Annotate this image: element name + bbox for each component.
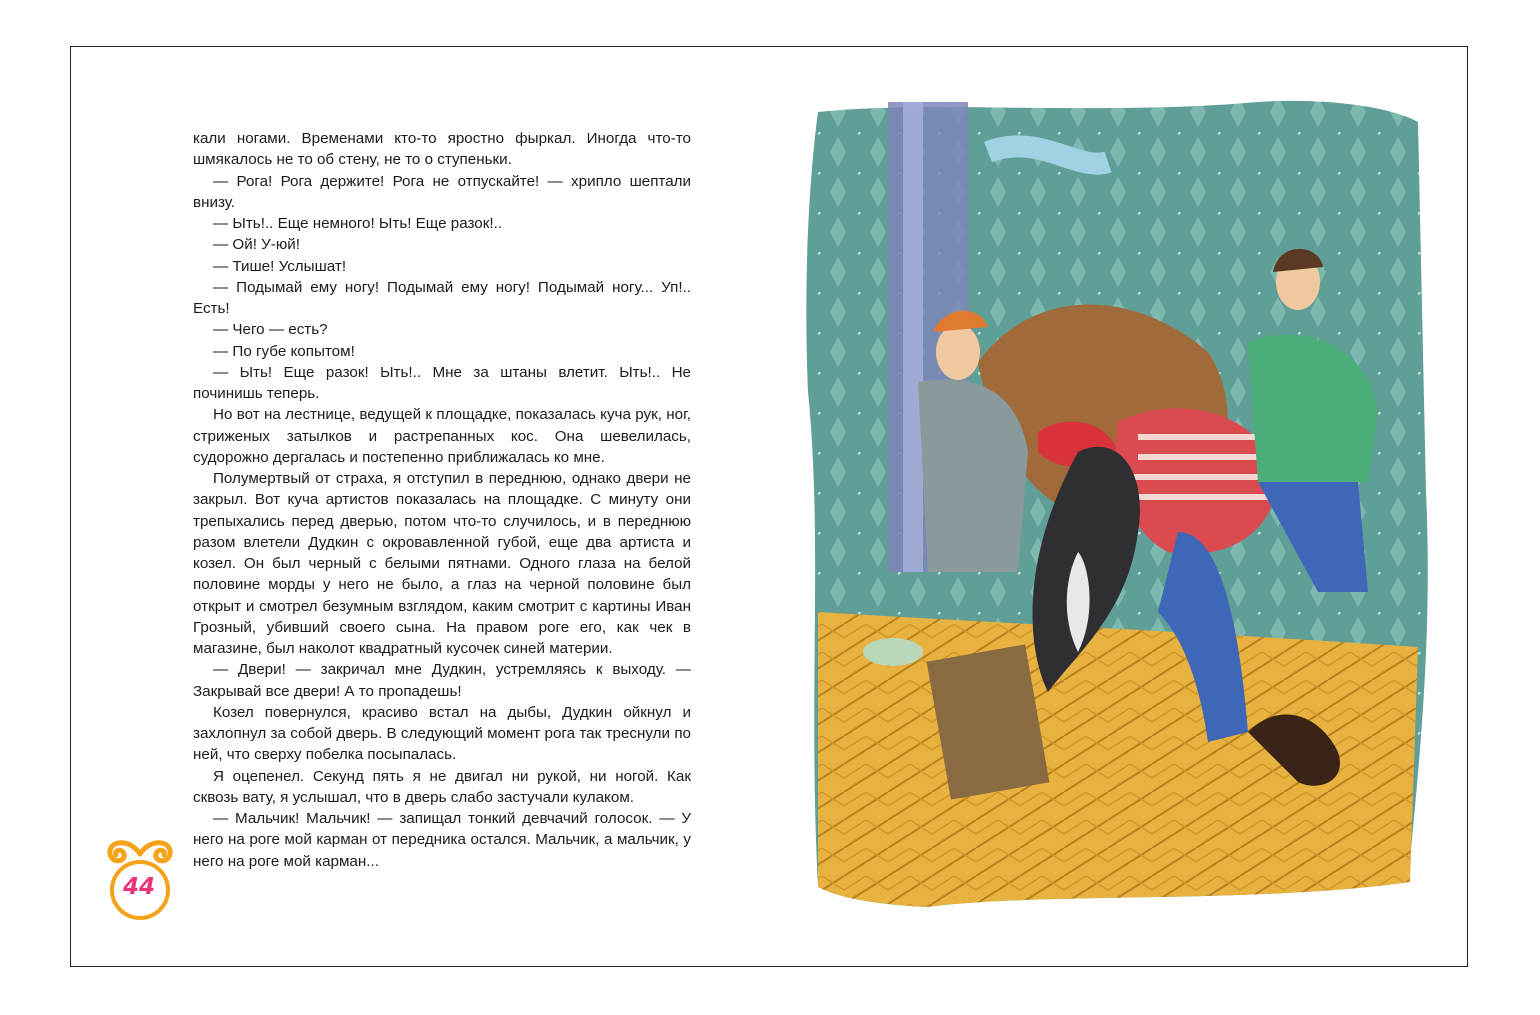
paragraph: — По губе копытом!	[213, 342, 355, 360]
paragraph: — Ыть! Еще разок! Ыть!.. Мне за штаны влетит. Ыть!.. Не починишь теперь.	[193, 363, 691, 402]
paragraph: кали ногами. Временами кто-то яростно фыркал. Иногда что-то шмякалось не то об стену, не то о ступеньки.	[193, 130, 691, 169]
paragraph: Полумертвый от страха, я отступил в переднюю, однако двери не закрыл. Вот куча артистов показалась на площадке. С минуту они трепыхались перед дверью, потом что-то случилось, и в переднюю разом влетели Дудкин с окровавленной губой, еще два артиста и козел. Он был черный с белыми пятнами. Одного глаза на белой половине морды у него не было, а глаз на черной половине был открыт и смотрел безумным взглядом, каким смотрит с картины Иван Грозный, убивший своего сына. На правом роге его, как чек в магазине, был наколот квадратный кусочек синей материи.	[193, 470, 691, 657]
paragraph: — Рога! Рога держите! Рога не отпускайте! — хрипло шептали внизу.	[193, 172, 691, 211]
paragraph: — Двери! — закричал мне Дудкин, устремляясь к выходу. — Закрывай все двери! А то пропадешь!	[193, 661, 691, 700]
paragraph: — Ыть!.. Еще немного! Ыть! Еще разок!..	[213, 215, 503, 232]
paragraph: — Тише! Услышат!	[213, 257, 347, 275]
paragraph: Я оцепенел. Секунд пять я не двигал ни рукой, ни ногой. Как сквозь вату, я услышал, что в дверь слабо застучали кулаком.	[193, 767, 691, 806]
page-number: 44	[122, 874, 155, 900]
story-text	[193, 128, 691, 872]
paragraph: — Чего — есть?	[213, 321, 328, 339]
paragraph: — Мальчик! Мальчик! — запищал тонкий девчачий голосок. — У него на роге мой карман от передника остался. Мальчик, а мальчик, у него на роге мой карман...	[193, 810, 691, 870]
boys-wrestling-goat-illustration	[778, 92, 1440, 912]
paragraph: Козел повернулся, красиво встал на дыбы, Дудкин ойкнул и захлопнул за собой дверь. В следующий момент рога так треснули по ней, что сверху побелка посыпалась.	[193, 703, 691, 764]
paragraph: — Ой! У-юй!	[213, 236, 300, 254]
paragraph: Но вот на лестнице, ведущей к площадке, показалась куча рук, ног, стриженых затылков и растрепанных кос. Она шевелилась, судорожно дергалась и постепенно приближалась ко мне.	[193, 406, 691, 466]
paragraph: — Подымай ему ногу! Подымай ему ногу! Подымай ногу... Уп!.. Есть!	[193, 278, 691, 317]
